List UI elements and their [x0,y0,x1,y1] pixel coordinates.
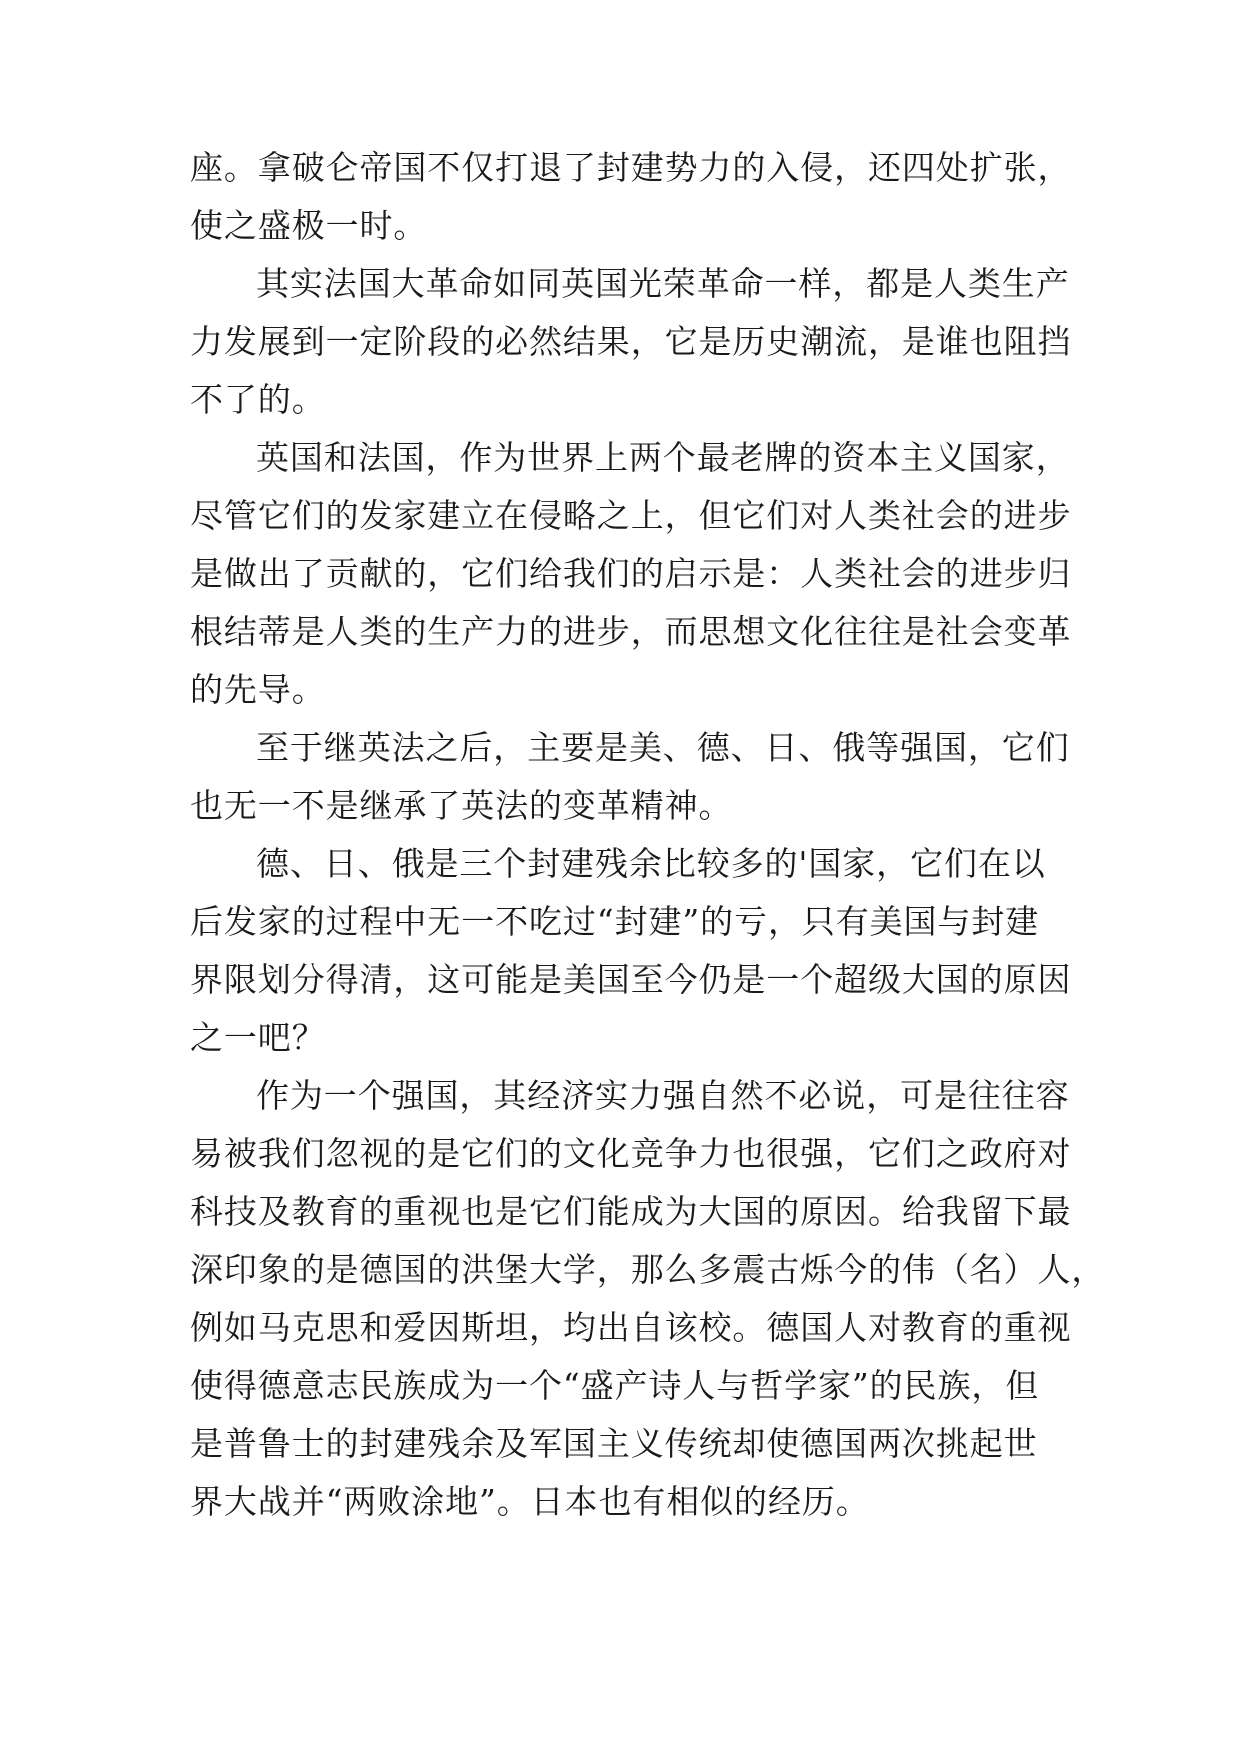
text-line: 界大战并“两败涂地”。日本也有相似的经历。 [190,1482,870,1521]
text-line: 是普鲁士的封建残余及军国主义传统却使德国两次挑起世 [190,1424,1038,1463]
text-line: 尽管它们的发家建立在侵略之上，但它们对人类社会的进步 [190,496,1072,535]
text-line: 深印象的是德国的洪堡大学，那么多震古烁今的伟（名）人， [190,1250,1106,1289]
text-line: 是做出了贡献的，它们给我们的启示是：人类社会的进步归 [190,554,1072,593]
text-line: 的先导。 [190,670,326,709]
text-line: 其实法国大革命如同英国光荣革命一样，都是人类生产 [256,264,1070,303]
text-line: 德、日、俄是三个封建残余比较多的'国家，它们在以 [256,844,1046,883]
text-line: 作为一个强国，其经济实力强自然不必说，可是往往容 [256,1076,1070,1115]
text-line: 座。拿破仑帝国不仅打退了封建势力的入侵，还四处扩张， [190,148,1072,187]
text-line: 力发展到一定阶段的必然结果，它是历史潮流，是谁也阻挡 [190,322,1072,361]
text-line: 后发家的过程中无一不吃过“封建”的亏，只有美国与封建 [190,902,1040,941]
text-line: 界限划分得清，这可能是美国至今仍是一个超级大国的原因 [190,960,1072,999]
text-line: 英国和法国，作为世界上两个最老牌的资本主义国家， [256,438,1070,477]
text-line: 使之盛极一时。 [190,206,428,245]
text-line: 使得德意志民族成为一个“盛产诗人与哲学家”的民族，但 [190,1366,1040,1405]
text-line: 也无一不是继承了英法的变革精神。 [190,786,733,825]
text-line: 例如马克思和爱因斯坦，均出自该校。德国人对教育的重视 [190,1308,1072,1347]
text-line: 至于继英法之后，主要是美、德、日、俄等强国，它们 [256,728,1070,767]
text-line: 不了的。 [190,380,326,419]
text-line: 科技及教育的重视也是它们能成为大国的原因。给我留下最 [190,1192,1072,1231]
text-line: 根结蒂是人类的生产力的进步，而思想文化往往是社会变革 [190,612,1072,651]
text-line: 易被我们忽视的是它们的文化竞争力也很强，它们之政府对 [190,1134,1072,1173]
text-line: 之一吧？ [190,1018,326,1057]
